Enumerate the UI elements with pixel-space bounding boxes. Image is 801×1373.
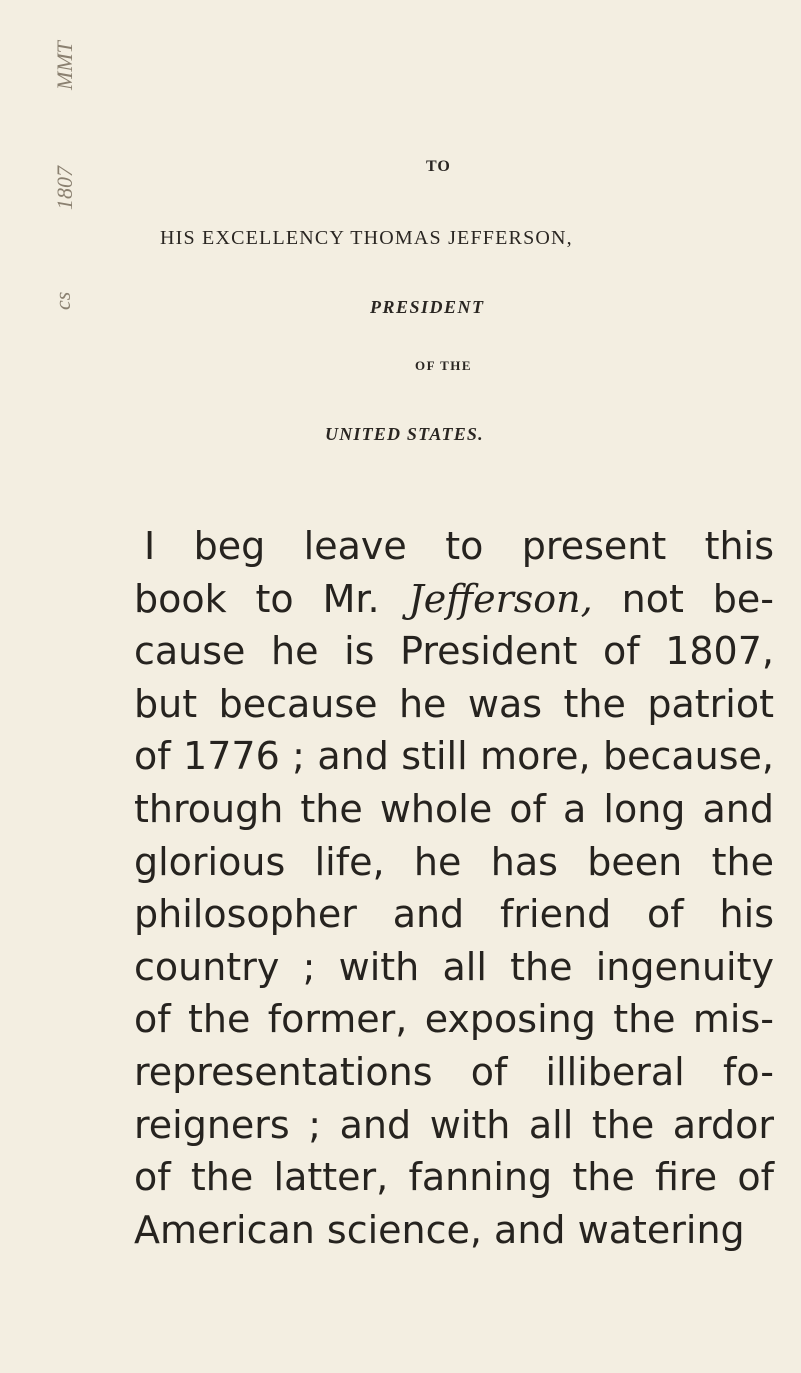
body-line: country ; with all the ingenuity xyxy=(134,944,774,989)
body-line: of the latter, fanning the fire of xyxy=(134,1155,774,1200)
body-line-start: book to Mr. xyxy=(134,576,409,621)
dedication-of-the: OF THE xyxy=(415,358,473,373)
margin-marks xyxy=(44,41,84,390)
dedication-title: PRESIDENT xyxy=(370,297,485,317)
jefferson-name: Jefferson, xyxy=(408,576,593,621)
dedication-to: TO xyxy=(426,158,451,175)
dedication-country: UNITED STATES. xyxy=(325,424,484,444)
margin-mark: cs xyxy=(50,291,75,310)
body-line: I beg leave to present this xyxy=(144,524,774,568)
body-line xyxy=(134,573,774,626)
body-line: cause he is President of 1807, xyxy=(134,629,774,674)
body-line: through the whole of a long and xyxy=(134,786,774,831)
body-line: glorious life, he has been the xyxy=(134,839,774,884)
margin-mark: 1807 xyxy=(52,166,77,210)
body-line: reigners ; and with all the ardor xyxy=(134,1102,774,1147)
body-line: representations of illiberal fo- xyxy=(134,1049,774,1094)
body-line: of the former, exposing the mis- xyxy=(134,997,774,1042)
margin-mark: MMT xyxy=(52,41,77,90)
body-line: of 1776 ; and still more, because, xyxy=(134,734,774,779)
body-line: American science, and watering xyxy=(134,1207,745,1252)
dedication-addressee: HIS EXCELLENCY THOMAS JEFFERSON, xyxy=(160,227,573,249)
body-line: philosopher and friend of his xyxy=(134,892,774,937)
dedication-body xyxy=(134,520,774,1256)
body-line: but because he was the patriot xyxy=(134,681,774,726)
body-line-end: not be- xyxy=(592,576,774,621)
